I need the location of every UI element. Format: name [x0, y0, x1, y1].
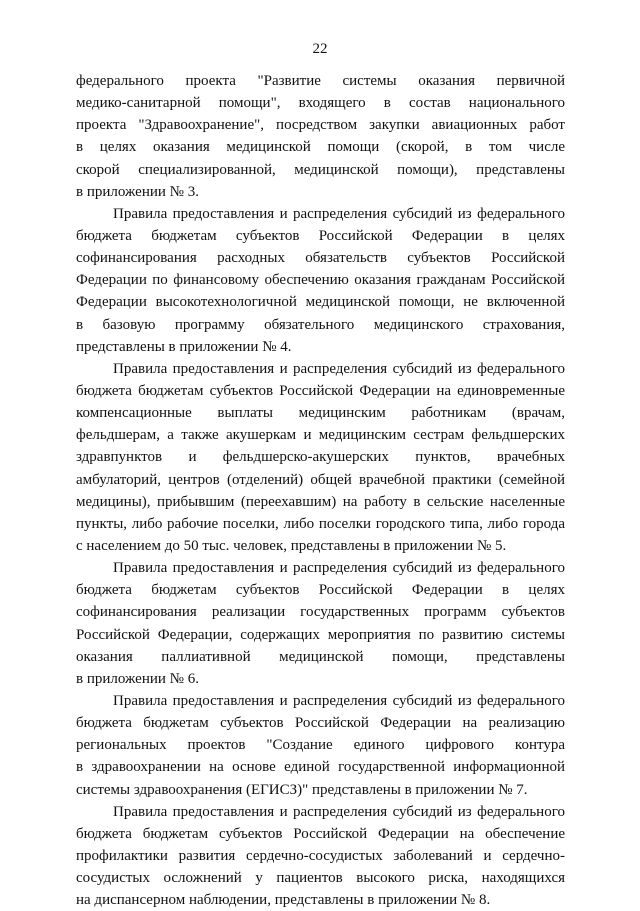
text-line: в приложении № 6. — [76, 670, 199, 687]
text-line: Российской Федерации, содержащих мероприятия по развитию системы — [76, 626, 565, 643]
text-line: бюджета бюджетам субъектов Российской Федерации на обеспечение — [76, 825, 565, 842]
text-line: пункты, либо рабочие поселки, либо поселки городского типа, либо города — [76, 515, 565, 532]
text-line: на диспансерном наблюдении, представлены в приложении № 8. — [76, 892, 491, 909]
text-line: профилактики развития сердечно-сосудистых заболеваний и сердечно- — [76, 847, 565, 864]
text-line: амбулаторий, центров (отделений) общей врачебной практики (семейной — [76, 471, 565, 488]
text-line: сосудистых осложнений у пациентов высокого риска, находящихся — [76, 870, 565, 887]
text-line: в здравоохранении на основе единой государственной информационной — [76, 759, 565, 776]
text-line: Правила предоставления и распределения субсидий из федерального — [113, 205, 565, 222]
page-number: 22 — [312, 41, 328, 57]
document-body — [76, 70, 565, 911]
text-line: бюджета бюджетам субъектов Российской Федерации на единовременные — [76, 382, 565, 399]
text-line: бюджета бюджетам субъектов Российской Федерации на реализацию — [76, 715, 565, 732]
text-line: в приложении № 3. — [76, 183, 199, 200]
text-line: оказания паллиативной медицинской помощи, представлены — [76, 648, 565, 665]
text-line: федерального проекта "Развитие системы оказания первичной — [76, 73, 565, 89]
text-line: софинансирования расходных обязательств субъектов Российской — [76, 250, 565, 267]
text-line: скорой специализированной, медицинской помощи), представлены — [76, 161, 565, 178]
text-line: региональных проектов "Создание единого цифрового контура — [76, 737, 565, 754]
text-line: компенсационные выплаты медицинским работникам (врачам, — [76, 405, 565, 422]
text-line: Правила предоставления и распределения субсидий из федерального — [113, 360, 565, 377]
text-line: в целях оказания медицинской помощи (скорой, в том числе — [76, 139, 565, 156]
text-line: проекта "Здравоохранение", посредством закупки авиационных работ — [76, 117, 565, 134]
text-line: здравпунктов и фельдшерско-акушерских пунктов, врачебных — [76, 449, 565, 466]
text-line: Правила предоставления и распределения субсидий из федерального — [113, 560, 565, 577]
text-line: Федерации по финансовому обеспечению оказания гражданам Российской — [76, 272, 565, 289]
text-line: представлены в приложении № 4. — [76, 338, 292, 355]
text-line: Правила предоставления и распределения субсидий из федерального — [113, 803, 565, 820]
text-line: фельдшерам, а также акушеркам и медицинским сестрам фельдшерских — [76, 427, 565, 444]
text-line: Федерации высокотехнологичной медицинской помощи, не включенной — [76, 294, 565, 311]
text-line: медико-санитарной помощи", входящего в состав национального — [76, 95, 565, 112]
text-line: с населением до 50 тыс. человек, представлены в приложении № 5. — [76, 537, 507, 554]
text-line: бюджета бюджетам субъектов Российской Федерации в целях — [76, 582, 565, 599]
text-line: системы здравоохранения (ЕГИСЗ)" представлены в приложении № 7. — [76, 781, 528, 798]
text-line: софинансирования реализации государственных программ субъектов — [76, 604, 565, 621]
text-line: медицины), прибывшим (переехавшим) на работу в сельские населенные — [76, 493, 565, 510]
text-line: Правила предоставления и распределения субсидий из федерального — [113, 692, 565, 709]
text-line: в базовую программу обязательного медицинского страхования, — [76, 316, 565, 333]
text-line: бюджета бюджетам субъектов Российской Федерации в целях — [76, 227, 565, 244]
